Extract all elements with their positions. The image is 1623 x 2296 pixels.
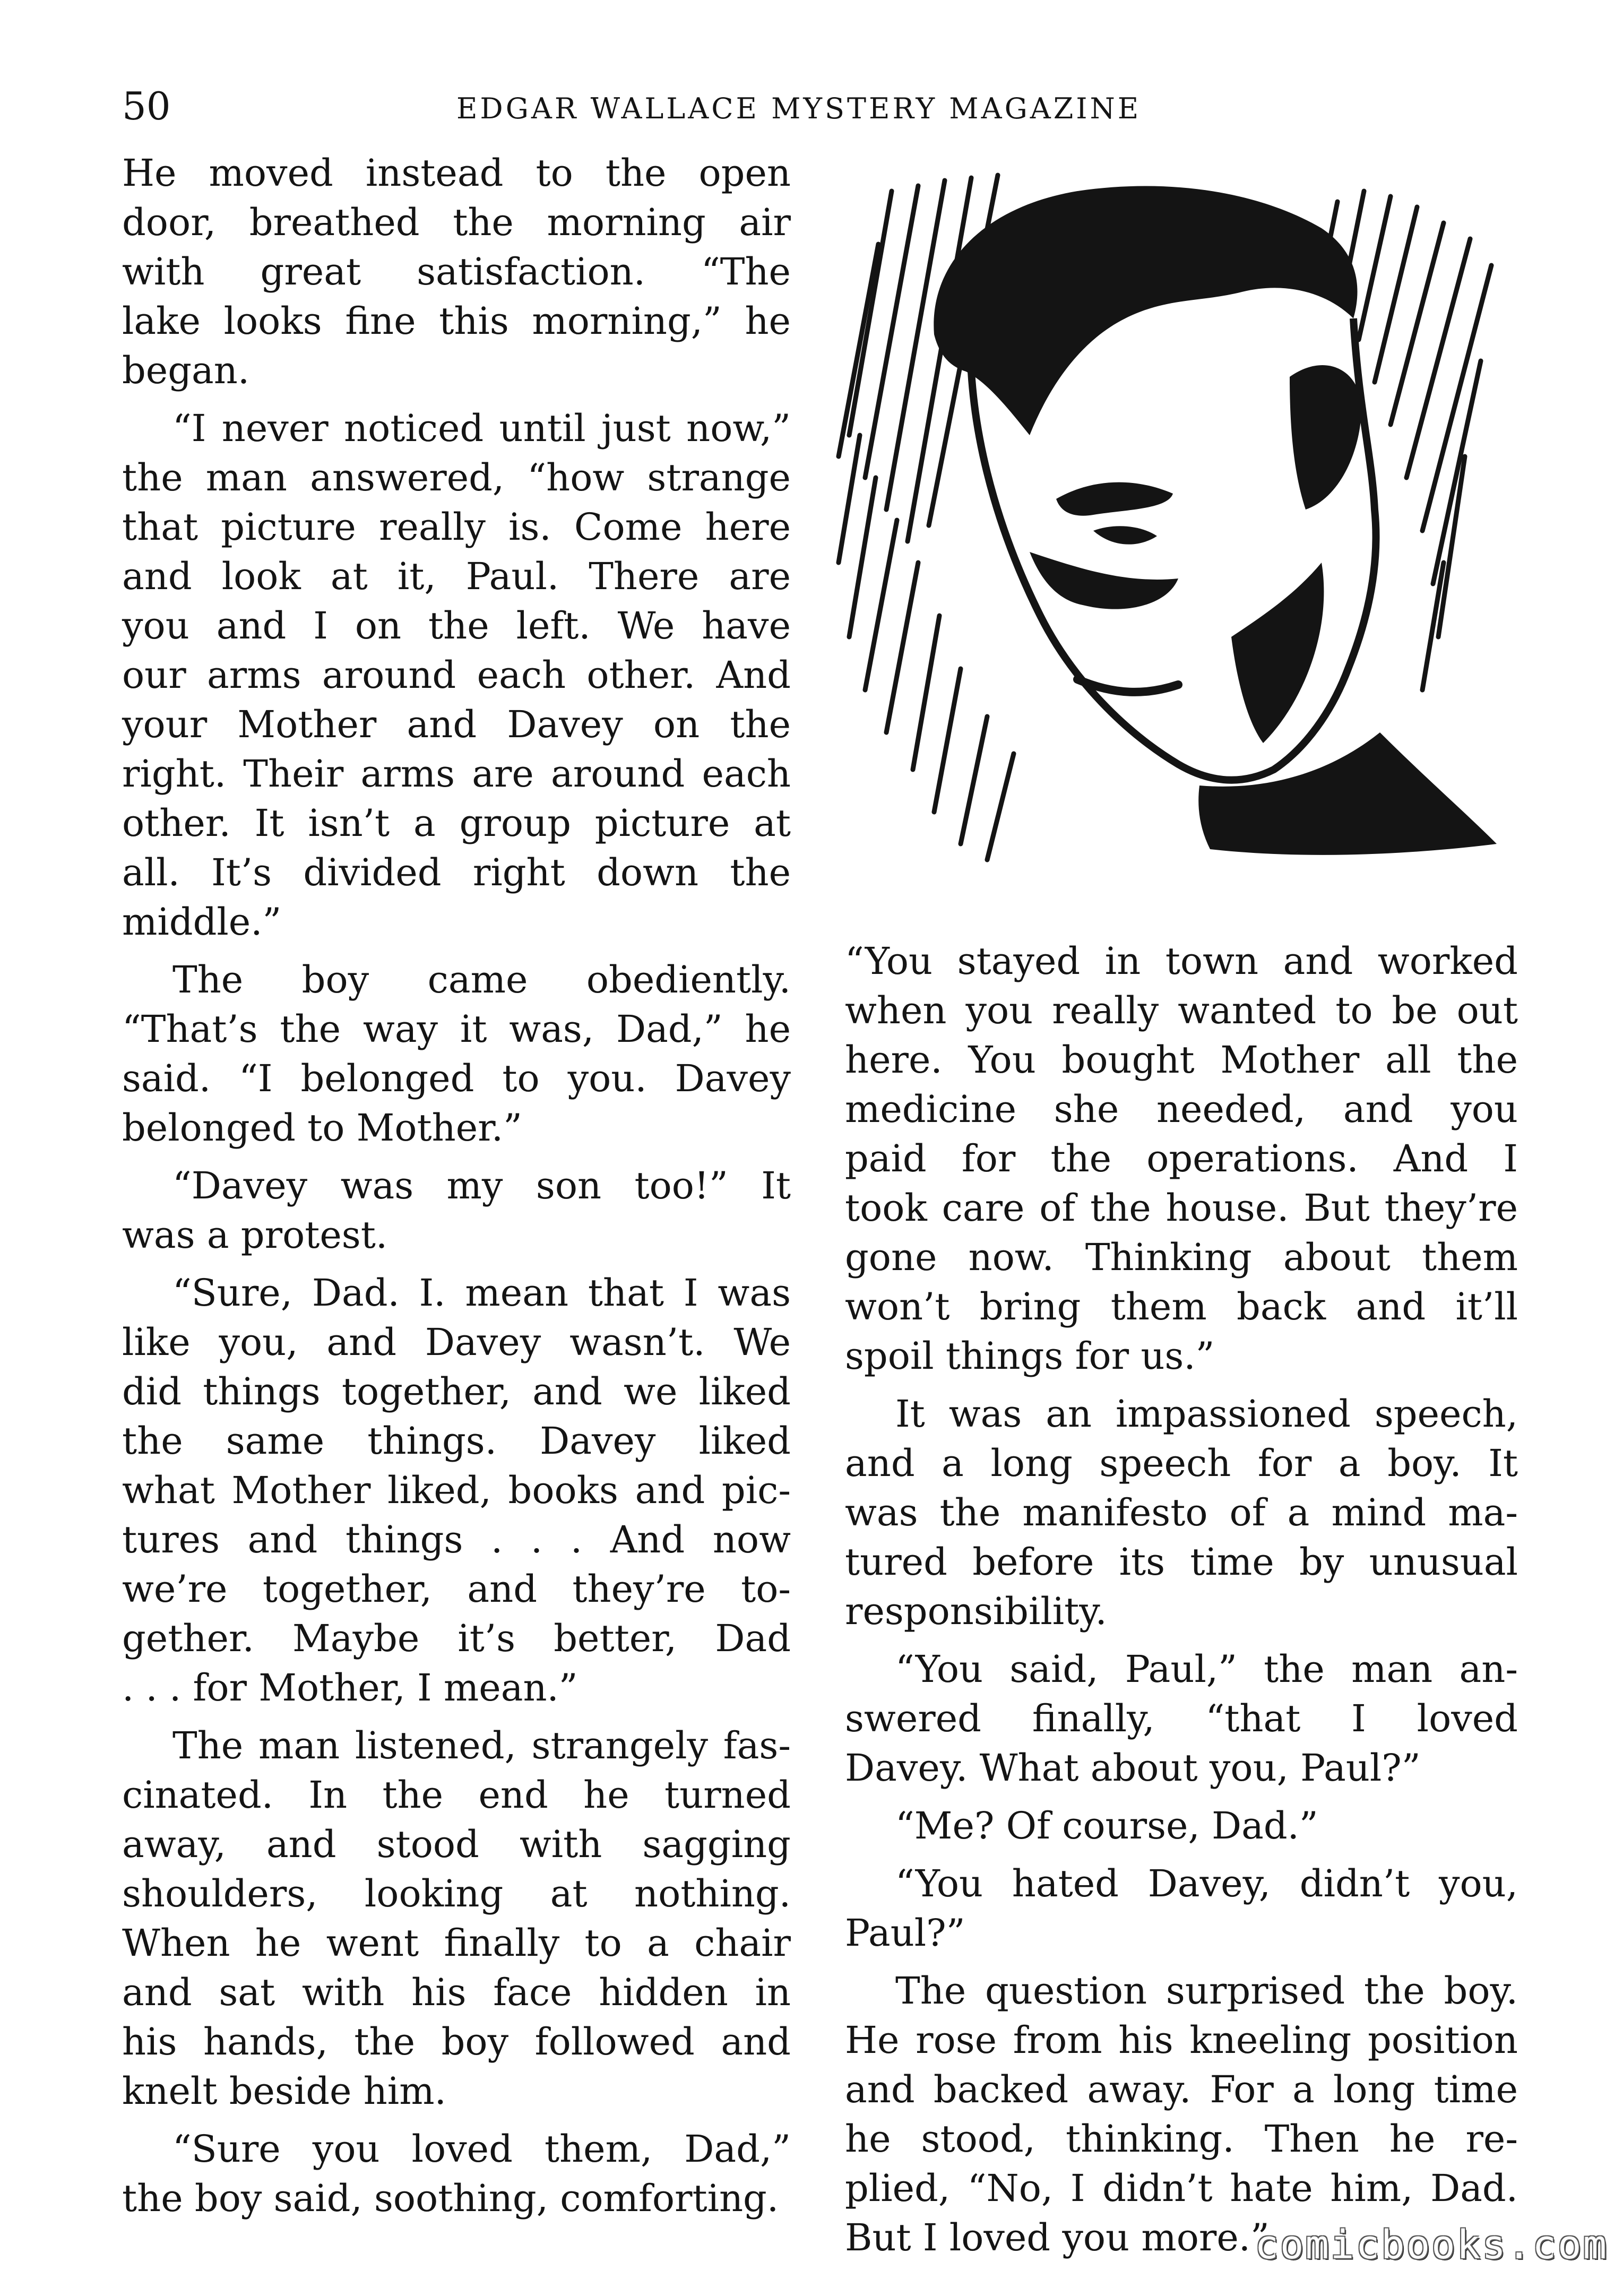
text-line: and look at it, Paul. There are — [122, 555, 791, 598]
text-line: and backed away. For a long time — [845, 2068, 1518, 2111]
text-line: you and I on the left. We have — [122, 604, 791, 648]
ear — [1290, 365, 1361, 510]
text-line: here. You bought Mother all the — [845, 1038, 1518, 1082]
text-line: the same things. Davey liked — [122, 1419, 791, 1463]
paragraph — [122, 404, 791, 947]
text-line: we’re together, and they’re to- — [122, 1567, 791, 1611]
text-line: our arms around each other. And — [122, 653, 791, 697]
text-line: with great satisfaction. “The — [122, 250, 791, 294]
text-line: gether. Maybe it’s better, Dad — [122, 1617, 791, 1660]
collar — [1198, 732, 1497, 855]
text-line: He rose from his kneeling position — [845, 2018, 1518, 2062]
text-line: The boy came obediently. — [172, 958, 791, 1002]
text-line: gone now. Thinking about them — [845, 1236, 1518, 1279]
text-line: “Sure you loved them, Dad,” — [172, 2127, 791, 2171]
text-line: Davey. What about you, Paul?” — [845, 1746, 1421, 1790]
site-watermark: comicbooks.com — [1255, 2222, 1608, 2268]
illustration-man-portrait — [828, 159, 1518, 870]
text-line: tures and things . . . And now — [122, 1518, 791, 1561]
text-line: door, breathed the morning air — [122, 201, 791, 244]
text-line: like you, and Davey wasn’t. We — [122, 1320, 791, 1364]
jaw-shadow — [1231, 563, 1324, 743]
paragraph — [845, 937, 1518, 1381]
text-line: . . . for Mother, I mean.” — [122, 1666, 578, 1710]
text-line: “You hated Davey, didn’t you, — [895, 1862, 1518, 1905]
text-line: was the manifesto of a mind ma- — [845, 1491, 1518, 1534]
text-line: swered finally, “that I loved — [845, 1697, 1518, 1740]
text-column-left — [122, 149, 791, 2223]
text-line: other. It isn’t a group picture at — [122, 801, 791, 845]
text-line: took care of the house. But they’re — [845, 1186, 1518, 1230]
paragraph — [122, 2125, 791, 2223]
text-line: The man listened, strangely fas- — [172, 1724, 791, 1767]
paragraph — [122, 1161, 791, 1260]
text-line: when you really wanted to be out — [845, 989, 1518, 1032]
text-line: responsibility. — [845, 1590, 1107, 1633]
text-line: “Davey was my son too!” It — [172, 1164, 791, 1207]
paragraph — [122, 955, 791, 1153]
text-line: “I never noticed until just now,” — [172, 407, 791, 450]
text-line: spoil things for us.” — [845, 1334, 1215, 1378]
magazine-title: EDGAR WALLACE MYSTERY MAGAZINE — [456, 92, 1142, 125]
text-line: belonged to Mother.” — [122, 1106, 522, 1150]
text-line: the boy said, soothing, comforting. — [122, 2177, 779, 2220]
paragraph — [845, 1645, 1518, 1793]
running-head — [122, 80, 1173, 133]
text-line: “That’s the way it was, Dad,” he — [122, 1007, 791, 1051]
text-line: “Sure, Dad. I. mean that I was — [172, 1271, 791, 1315]
text-line: “You stayed in town and worked — [845, 939, 1518, 983]
text-line: Paul?” — [845, 1911, 965, 1955]
paragraph — [845, 1859, 1518, 1958]
text-line: But I loved you more.” — [845, 2216, 1270, 2259]
text-line: middle.” — [122, 900, 282, 944]
text-line: that picture really is. Come here — [122, 505, 791, 549]
text-line: It was an impassioned speech, — [895, 1392, 1518, 1436]
eye — [1093, 526, 1157, 544]
paragraph — [845, 1389, 1518, 1636]
paragraph — [122, 149, 791, 395]
paragraph — [122, 1268, 791, 1713]
text-line: When he went finally to a chair — [122, 1921, 791, 1965]
text-line: medicine she needed, and you — [845, 1087, 1518, 1131]
text-column-right — [845, 937, 1518, 2263]
text-line: cinated. In the end he turned — [122, 1773, 791, 1817]
text-line: won’t bring them back and it’ll — [845, 1285, 1518, 1328]
text-line: and sat with his face hidden in — [122, 1971, 791, 2014]
page-number: 50 — [122, 84, 171, 128]
text-line: your Mother and Davey on the — [122, 703, 791, 746]
text-line: what Mother liked, books and pic- — [122, 1469, 791, 1512]
text-line: his hands, the boy followed and — [122, 2020, 791, 2064]
text-line: away, and stood with sagging — [122, 1823, 791, 1866]
paragraph — [122, 1721, 791, 2116]
text-line: lake looks fine this morning,” he — [122, 299, 791, 343]
text-line: “Me? Of course, Dad.” — [895, 1804, 1318, 1848]
paragraph — [845, 1801, 1518, 1851]
portrait-ink-drawing — [828, 159, 1518, 870]
text-line: plied, “No, I didn’t hate him, Dad. — [845, 2166, 1518, 2210]
eyebrow — [1056, 482, 1173, 516]
cheek-shadow — [1030, 552, 1178, 609]
text-line: “You said, Paul,” the man an- — [895, 1647, 1518, 1691]
text-line: and a long speech for a boy. It — [845, 1442, 1518, 1485]
text-line: The question surprised the boy. — [895, 1969, 1518, 2013]
text-line: tured before its time by unusual — [845, 1540, 1518, 1584]
text-line: said. “I belonged to you. Davey — [122, 1057, 791, 1100]
text-line: paid for the operations. And I — [845, 1137, 1518, 1180]
text-line: began. — [122, 349, 250, 392]
text-line: knelt beside him. — [122, 2069, 446, 2113]
text-line: He moved instead to the open — [122, 151, 791, 195]
text-line: shoulders, looking at nothing. — [122, 1872, 791, 1915]
text-line: all. It’s divided right down the — [122, 851, 791, 894]
text-line: the man answered, “how strange — [122, 456, 791, 499]
text-line: he stood, thinking. Then he re- — [845, 2117, 1518, 2161]
text-line: was a protest. — [122, 1213, 388, 1257]
text-line: right. Their arms are around each — [122, 752, 791, 796]
text-line: did things together, and we liked — [122, 1370, 791, 1413]
